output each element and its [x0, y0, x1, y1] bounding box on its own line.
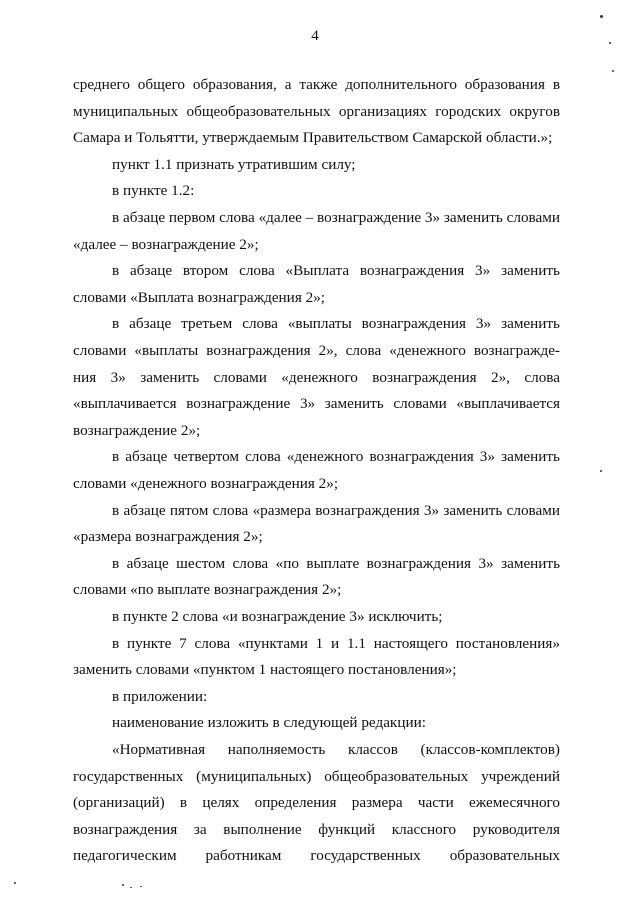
- text-line: «размера вознаграждения 2»;: [73, 528, 263, 546]
- text-line: в приложении:: [112, 687, 208, 705]
- text-line: заменить словами «пунктом 1 настоящего постановления»;: [73, 661, 457, 679]
- text-line: в абзаце четвертом слова «денежного вознаграждения 3» заменить: [112, 448, 560, 466]
- text-line: в абзаце пятом слова «размера вознаграждения 3» заменить словами: [112, 501, 560, 519]
- text-line: словами «по выплате вознаграждения 2»;: [73, 581, 342, 599]
- page-number: 4: [311, 28, 319, 44]
- text-line: ния 3» заменить словами «денежного вознаграждения 2», слова: [73, 368, 560, 386]
- text-line: словами «выплаты вознаграждения 2», слова «денежного вознагражде-: [73, 342, 560, 359]
- text-line: в абзаце первом слова «далее – вознаграждение 3» заменить словами: [112, 209, 560, 226]
- text-line: в абзаце втором слова «Выплата вознаграждения 3» заменить: [112, 262, 560, 280]
- text-line: среднего общего образования, а также дополнительного образования в: [73, 76, 560, 93]
- scan-speck: [14, 882, 16, 884]
- text-line: пункт 1.1 признать утратившим силу;: [112, 155, 356, 173]
- text-line: наименование изложить в следующей редакции:: [112, 714, 426, 732]
- text-line: педагогическим работникам государственных образовательных: [73, 847, 560, 865]
- text-line: в пункте 2 слова «и вознаграждение 3» исключить;: [112, 608, 443, 625]
- text-line: муниципальных общеобразовательных организациях городских округов: [73, 102, 560, 120]
- text-line: в абзаце третьем слова «выплаты вознаграждения 3» заменить: [112, 315, 560, 333]
- scan-speck: [612, 70, 614, 72]
- text-line: (организаций) в целях определения размера части ежемесячного: [73, 794, 560, 812]
- text-line: «выплачивается вознаграждение 3» заменить словами «выплачивается: [73, 395, 560, 413]
- text-line: государственных (муниципальных) общеобразовательных учреждений: [73, 767, 560, 785]
- scan-speck: [600, 15, 603, 18]
- text-line: в пункте 1.2:: [112, 182, 195, 200]
- text-line: в абзаце шестом слова «по выплате вознаграждения 3» заменить: [112, 554, 560, 572]
- scan-speck: [609, 42, 611, 44]
- text-line: вознаграждения за выполнение функций классного руководителя: [73, 820, 560, 838]
- scan-speck: [600, 470, 602, 472]
- text-line: вознаграждение 2»;: [73, 421, 201, 439]
- text-line: словами «Выплата вознаграждения 2»;: [73, 288, 326, 306]
- text-line: «далее – вознаграждение 2»;: [73, 235, 259, 253]
- scan-speck: [122, 884, 124, 886]
- scan-speck: [140, 886, 142, 887]
- text-line: в пункте 7 слова «пунктами 1 и 1.1 настоящего постановления»: [112, 634, 560, 652]
- text-line: Самара и Тольятти, утверждаемым Правительством Самарской области.»;: [73, 129, 553, 147]
- text-line: словами «денежного вознаграждения 2»;: [73, 475, 339, 492]
- text-line: «Нормативная наполняемость классов (классов-комплектов): [112, 741, 560, 758]
- scan-speck: [130, 887, 132, 888]
